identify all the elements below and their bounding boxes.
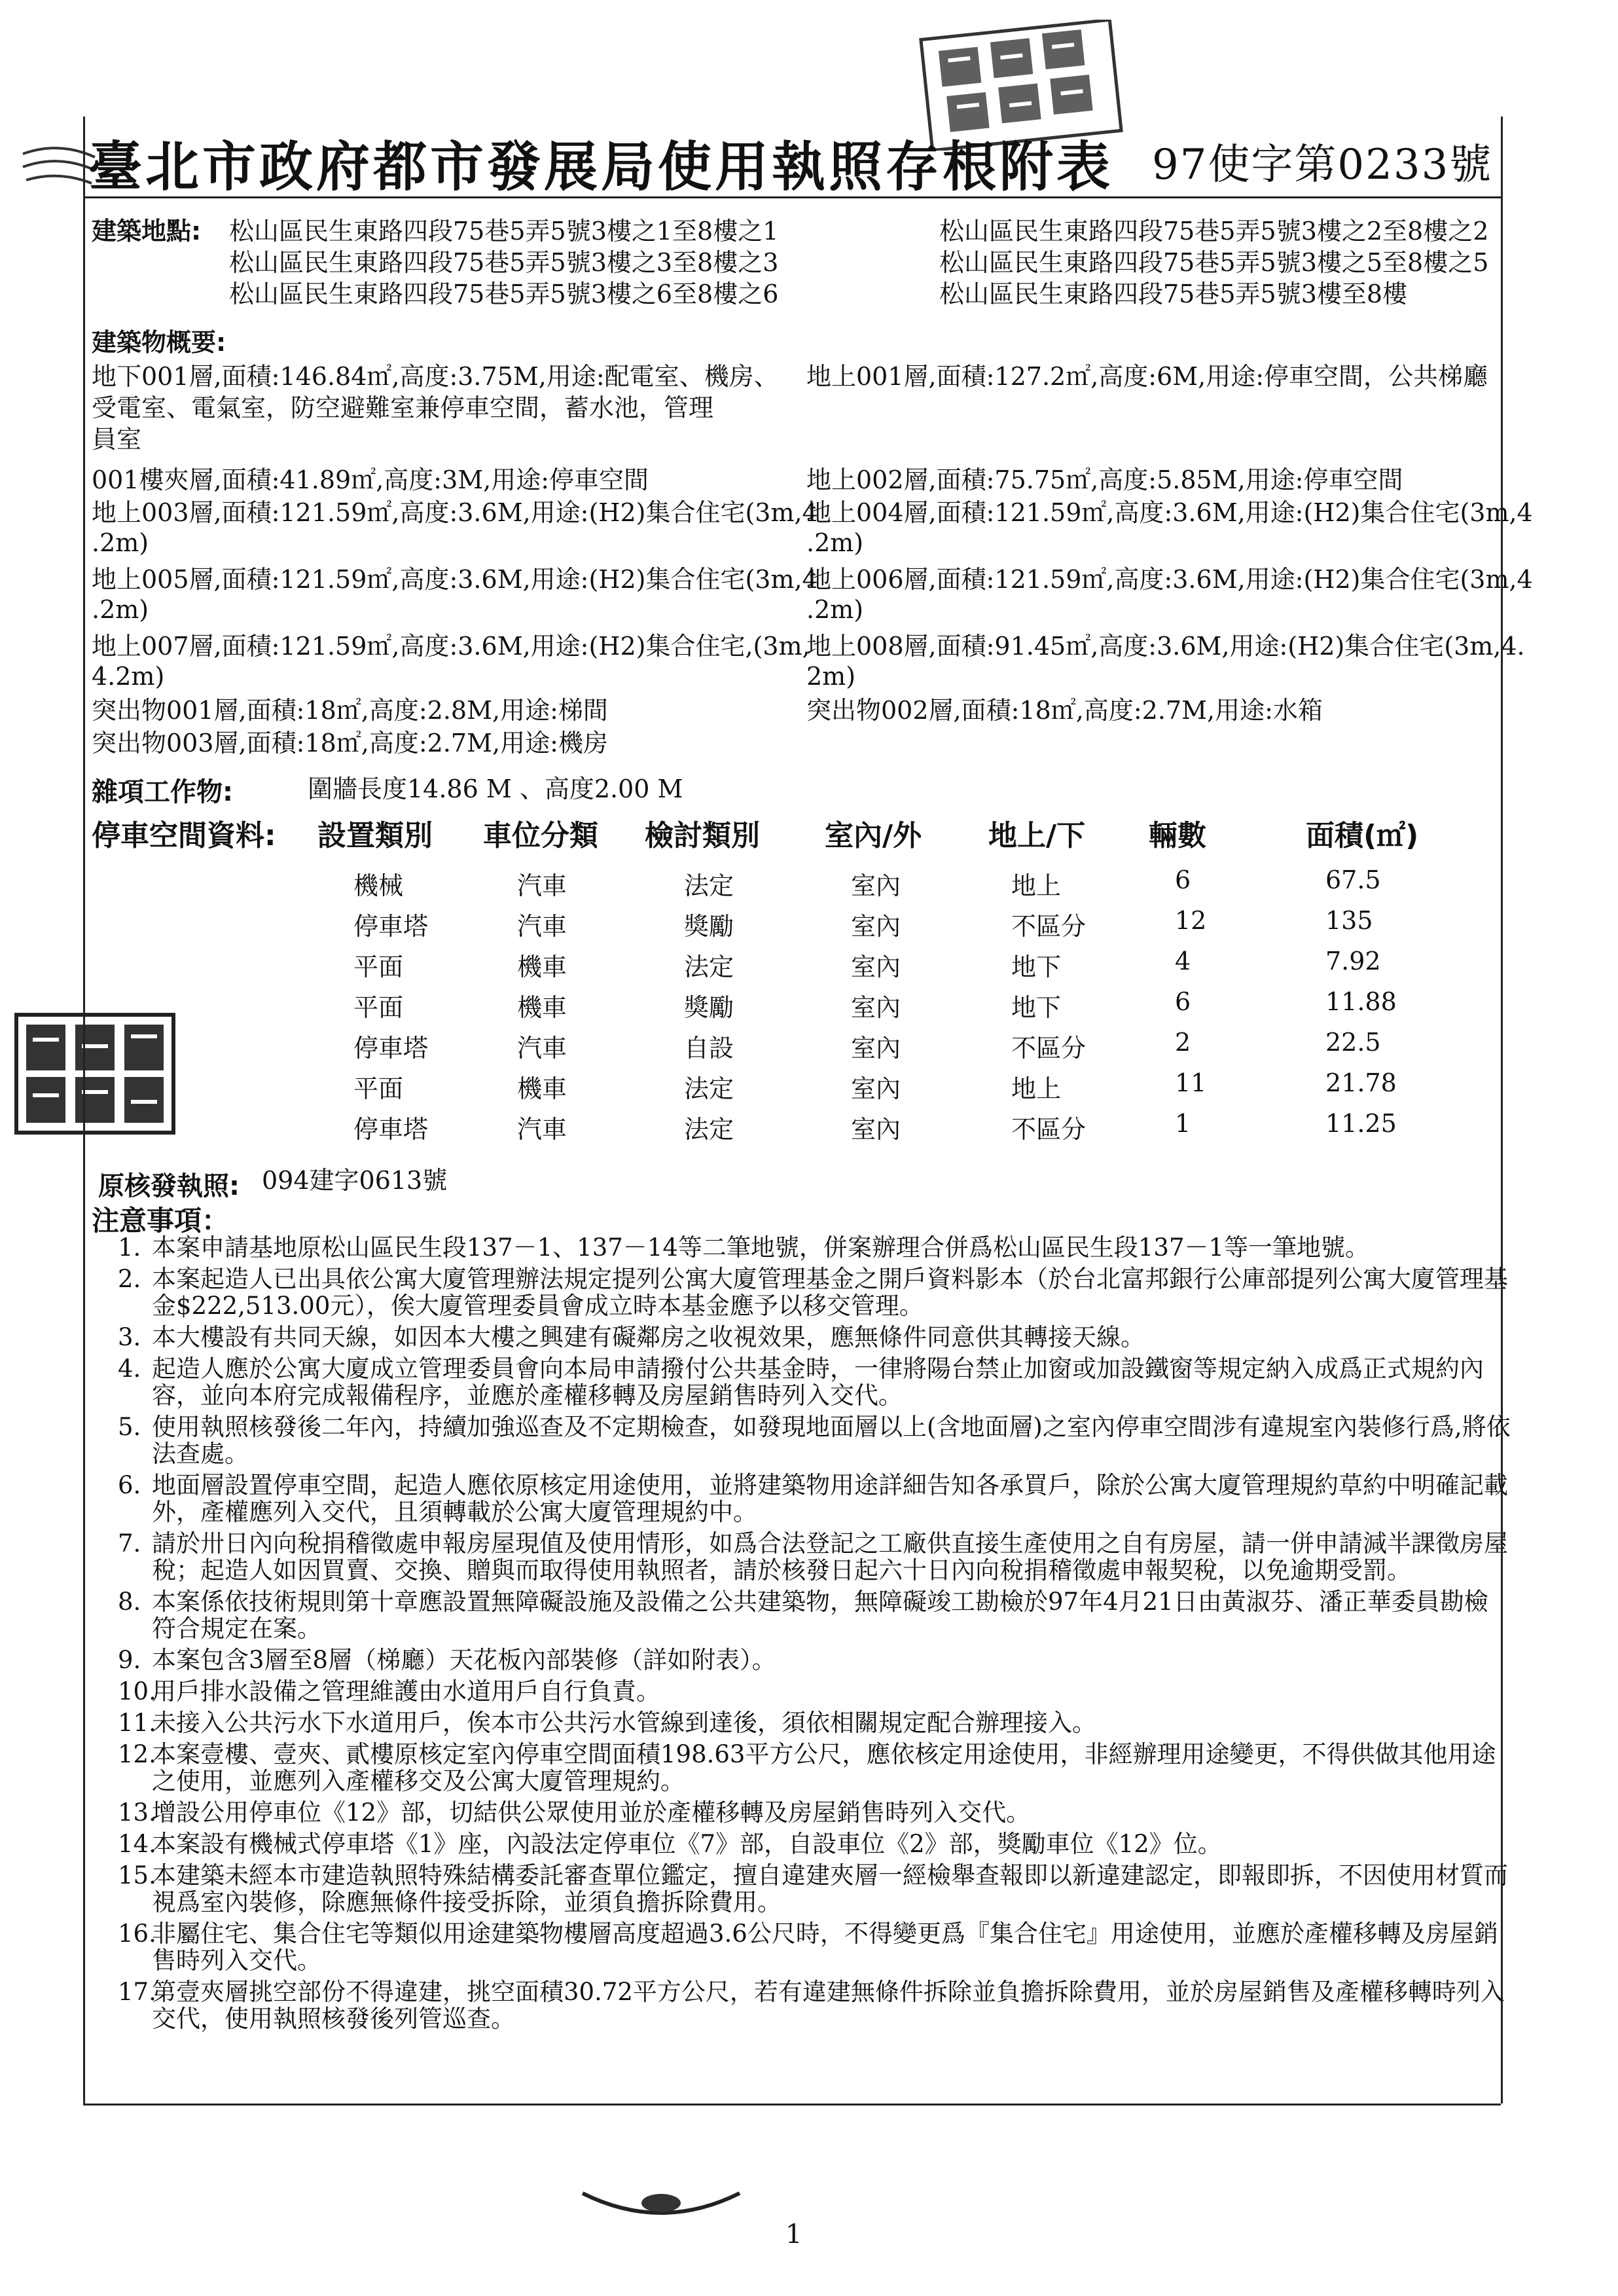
parking-cell: 停車塔: [353, 1115, 429, 1144]
overview-line: 突出物001層,面積:18㎡,高度:2.8M,用途:梯間: [92, 696, 608, 725]
parking-cell: 135: [1325, 906, 1373, 935]
note-item: [118, 1831, 1512, 1857]
parking-cell: 法定: [684, 871, 734, 900]
parking-cell: 法定: [684, 953, 734, 981]
parking-cell: 室內: [851, 993, 901, 1022]
note-item: [118, 1588, 1512, 1642]
note-text: 使用執照核發後二年內，持續加強巡查及不定期檢查，如發現地面層以上(含地面層)之室內停車空間涉有違規室內裝修行爲,將依法查處。: [152, 1413, 1511, 1468]
parking-cell: 室內: [851, 1074, 901, 1103]
overview-line: 地下001層,面積:146.84㎡,高度:3.75M,用途:配電室、機房、: [92, 362, 779, 391]
note-item: [118, 1530, 1512, 1584]
note-number: 11.: [118, 1709, 156, 1737]
parking-header: 輛數: [1149, 819, 1206, 852]
parking-cell: 6: [1175, 987, 1191, 1016]
overview-line: 001樓夾層,面積:41.89㎡,高度:3M,用途:停車空間: [92, 465, 649, 494]
parking-cell: 機車: [517, 1074, 567, 1103]
note-number: 17.: [118, 1978, 156, 2006]
note-item: [118, 1799, 1512, 1826]
parking-header: 地上/下: [988, 819, 1086, 852]
note-number: 7.: [118, 1529, 141, 1558]
parking-cell: 7.92: [1325, 947, 1381, 975]
parking-cell: 12: [1175, 906, 1207, 935]
parking-cell: 1: [1175, 1109, 1191, 1138]
parking-cell: 機械: [353, 871, 404, 900]
note-text: 本案起造人已出具依公寓大廈管理辦法規定提列公寓大廈管理基金之開戶資料影本（於台北富邦銀行公庫部提列公寓大廈管理基金$222,513.00元），俟大廈管理委員會成立時本基金應予以移交管理。: [152, 1265, 1508, 1320]
parking-cell: 機車: [517, 953, 567, 981]
note-item: [118, 1978, 1512, 2032]
site-address: 松山區民生東路四段75巷5弄5號3樓之5至8樓之5: [939, 248, 1489, 277]
note-item: [118, 1324, 1512, 1351]
overview-line: 地上007層,面積:121.59㎡,高度:3.6M,用途:(H2)集合住宅,(3m,: [92, 632, 810, 661]
note-number: 5.: [118, 1413, 141, 1441]
site-address: 松山區民生東路四段75巷5弄5號3樓之2至8樓之2: [939, 217, 1489, 246]
note-number: 12.: [118, 1740, 156, 1768]
parking-cell: 汽車: [517, 1034, 567, 1063]
note-item: [118, 1741, 1512, 1795]
parking-cell: 4: [1175, 947, 1191, 975]
site-address: 松山區民生東路四段75巷5弄5號3樓之1至8樓之1: [229, 217, 779, 246]
original-permit-value: 094建字0613號: [262, 1166, 448, 1195]
overview-line: 4.2m): [92, 662, 165, 691]
parking-cell: 自設: [684, 1034, 734, 1063]
parking-header: 檢討類別: [645, 819, 760, 852]
parking-cell: 獎勵: [684, 993, 734, 1022]
note-item: [118, 1355, 1512, 1409]
note-number: 14.: [118, 1830, 156, 1858]
note-item: [118, 1234, 1512, 1261]
note-text: 本案壹樓、壹夾、貳樓原核定室內停車空間面積198.63平方公尺，應依核定用途使用，非經辦理用途變更，不得供做其他用途之使用，並應列入產權移交及公寓大廈管理規約。: [152, 1740, 1496, 1795]
overview-line: .2m): [806, 528, 864, 557]
note-number: 6.: [118, 1471, 141, 1499]
note-text: 用戶排水設備之管理維護由水道用戶自行負責。: [152, 1677, 660, 1705]
parking-cell: 2: [1175, 1028, 1191, 1057]
note-text: 起造人應於公寓大廈成立管理委員會向本局申請撥付公共基金時，一律將陽台禁止加窗或加設鐵窗等規定納入成爲正式規約內容，並向本府完成報備程序，並應於產權移轉及房屋銷售時列入交代。: [152, 1355, 1484, 1410]
note-number: 2.: [118, 1265, 141, 1293]
overview-line: 突出物003層,面積:18㎡,高度:2.7M,用途:機房: [92, 729, 608, 757]
parking-header: 設置類別: [317, 819, 433, 852]
parking-cell: 22.5: [1325, 1028, 1381, 1057]
note-text: 非屬住宅、集合住宅等類似用途建築物樓層高度超過3.6公尺時，不得變更爲『集合住宅』用途使用，並應於產權移轉及房屋銷售時列入交代。: [152, 1920, 1498, 1975]
note-text: 未接入公共污水下水道用戶，俟本市公共污水管線到達後，須依相關規定配合辦理接入。: [152, 1709, 1096, 1737]
overview-line: 地上003層,面積:121.59㎡,高度:3.6M,用途:(H2)集合住宅(3m,4: [92, 498, 818, 527]
overview-line: 地上005層,面積:121.59㎡,高度:3.6M,用途:(H2)集合住宅(3m,4: [92, 565, 818, 594]
note-item: [118, 1472, 1512, 1525]
parking-cell: 不區分: [1011, 1034, 1087, 1063]
overview-line: 突出物002層,面積:18㎡,高度:2.7M,用途:水箱: [806, 696, 1323, 725]
parking-header: 車位分類: [483, 819, 598, 852]
parking-cell: 67.5: [1325, 866, 1381, 894]
parking-label: 停車空間資料:: [92, 819, 276, 852]
parking-cell: 法定: [684, 1115, 734, 1144]
parking-cell: 室內: [851, 912, 901, 941]
bottom-seal: [576, 2187, 746, 2232]
note-text: 本案包含3層至8層（梯廳）天花板內部裝修（詳如附表）。: [152, 1646, 776, 1674]
note-text: 第壹夾層挑空部份不得違建，挑空面積30.72平方公尺，若有違建無條件拆除並負擔拆除費用，並於房屋銷售及產權移轉時列入交代，使用執照核發後列管巡查。: [152, 1978, 1505, 2033]
misc-label: 雜項工作物:: [92, 777, 233, 807]
overview-line: 地上006層,面積:121.59㎡,高度:3.6M,用途:(H2)集合住宅(3m,4: [806, 565, 1533, 594]
note-number: 4.: [118, 1355, 141, 1383]
overview-line: 受電室、電氣室，防空避難室兼停車空間，蓄水池，管理: [92, 393, 714, 422]
note-item: [118, 1678, 1512, 1705]
overview-line: .2m): [92, 528, 149, 557]
parking-cell: 停車塔: [353, 912, 429, 941]
parking-cell: 11.88: [1325, 987, 1397, 1016]
notes-list: [118, 1234, 1512, 2037]
note-text: 本案設有機械式停車塔《1》座，內設法定停車位《7》部，自設車位《2》部，獎勵車位《12》位。: [152, 1830, 1222, 1858]
parking-cell: 不區分: [1011, 1115, 1087, 1144]
note-number: 10.: [118, 1677, 156, 1705]
parking-cell: 汽車: [517, 871, 567, 900]
page-number: 1: [785, 2219, 802, 2250]
note-number: 8.: [118, 1588, 141, 1616]
parking-cell: 停車塔: [353, 1034, 429, 1063]
overview-label: 建築物概要:: [92, 328, 226, 357]
note-text: 地面層設置停車空間，起造人應依原核定用途使用，並將建築物用途詳細告知各承買戶，除於公寓大廈管理規約草約中明確記載外，產權應列入交代，且須轉載於公寓大廈管理規約中。: [152, 1471, 1508, 1526]
parking-cell: 法定: [684, 1074, 734, 1103]
note-text: 本案申請基地原松山區民生段137－1、137－14等二筆地號，併案辦理合併爲松山區民生段137－1等一筆地號。: [152, 1233, 1370, 1262]
note-number: 3.: [118, 1323, 141, 1351]
note-number: 13.: [118, 1798, 156, 1827]
footer-rule: [83, 2104, 1501, 2105]
note-text: 本建築未經本市建造執照特殊結構委託審查單位鑑定，擅自違建夾層一經檢舉查報即以新違建認定，即報即拆，不因使用材質而視爲室內裝修，除應無條件接受拆除，並須負擔拆除費用。: [152, 1861, 1508, 1916]
parking-cell: 室內: [851, 871, 901, 900]
permit-number: 97使字第0233號: [1152, 141, 1493, 189]
note-number: 15.: [118, 1861, 156, 1889]
parking-cell: 地上: [1011, 871, 1062, 900]
overview-line: 地上004層,面積:121.59㎡,高度:3.6M,用途:(H2)集合住宅(3m,4: [806, 498, 1533, 527]
parking-cell: 獎勵: [684, 912, 734, 941]
parking-cell: 6: [1175, 866, 1191, 894]
parking-cell: 21.78: [1325, 1068, 1397, 1097]
parking-cell: 室內: [851, 1115, 901, 1144]
note-text: 請於卅日內向稅捐稽徵處申報房屋現值及使用情形，如爲合法登記之工廠供直接生產使用之自有房屋，請一併申請減半課徵房屋稅；起造人如因買賣、交換、贈與而取得使用執照者，請於核發日起六十日內向稅捐稽徵處申報契稅，以免逾期受罰。: [152, 1529, 1508, 1584]
overview-line: 地上001層,面積:127.2㎡,高度:6M,用途:停車空間，公共梯廳: [806, 362, 1488, 391]
note-item: [118, 1647, 1512, 1673]
overview-line: 2m): [806, 662, 856, 691]
note-item: [118, 1920, 1512, 1974]
site-address: 松山區民生東路四段75巷5弄5號3樓之3至8樓之3: [229, 248, 779, 277]
parking-cell: 不區分: [1011, 912, 1087, 941]
parking-cell: 11: [1175, 1068, 1207, 1097]
note-number: 9.: [118, 1646, 141, 1674]
site-label: 建築地點:: [92, 217, 202, 246]
note-text: 本大樓設有共同天線，如因本大樓之興建有礙鄰房之收視效果，應無條件同意供其轉接天線。: [152, 1323, 1145, 1351]
overview-line: 地上002層,面積:75.75㎡,高度:5.85M,用途:停車空間: [806, 465, 1403, 494]
parking-cell: 地下: [1011, 953, 1062, 981]
parking-cell: 平面: [353, 953, 404, 981]
note-number: 16.: [118, 1920, 156, 1948]
overview-line: 員室: [92, 425, 142, 454]
parking-cell: 汽車: [517, 1115, 567, 1144]
overview-line: 地上008層,面積:91.45㎡,高度:3.6M,用途:(H2)集合住宅(3m,4.: [806, 632, 1525, 661]
note-text: 本案係依技術規則第十章應設置無障礙設施及設備之公共建築物，無障礙竣工勘檢於97年4月21日由黃淑芬、潘正華委員勘檢符合規定在案。: [152, 1588, 1488, 1643]
original-permit-label: 原核發執照:: [98, 1171, 240, 1201]
parking-header: 室內/外: [825, 819, 922, 852]
note-item: [118, 1266, 1512, 1319]
parking-cell: 汽車: [517, 912, 567, 941]
parking-cell: 平面: [353, 1074, 404, 1103]
parking-cell: 機車: [517, 993, 567, 1022]
parking-cell: 地上: [1011, 1074, 1062, 1103]
note-item: [118, 1413, 1512, 1467]
note-text: 增設公用停車位《12》部，切結供公眾使用並於產權移轉及房屋銷售時列入交代。: [152, 1798, 1031, 1827]
note-number: 1.: [118, 1233, 141, 1262]
note-item: [118, 1709, 1512, 1736]
overview-line: .2m): [806, 595, 864, 624]
site-address: 松山區民生東路四段75巷5弄5號3樓至8樓: [939, 280, 1408, 308]
parking-cell: 室內: [851, 953, 901, 981]
notes-label: 注意事項：: [92, 1205, 230, 1237]
overview-line: .2m): [92, 595, 149, 624]
misc-value: 圍牆長度14.86 M 、高度2.00 M: [308, 774, 683, 803]
parking-cell: 室內: [851, 1034, 901, 1063]
parking-cell: 11.25: [1325, 1109, 1397, 1138]
page-title: 臺北市政府都市發展局使用執照存根附表: [88, 136, 1114, 198]
parking-header: 面積(㎡): [1306, 819, 1419, 852]
parking-cell: 平面: [353, 993, 404, 1022]
site-address: 松山區民生東路四段75巷5弄5號3樓之6至8樓之6: [229, 280, 779, 308]
note-item: [118, 1862, 1512, 1916]
parking-cell: 地下: [1011, 993, 1062, 1022]
